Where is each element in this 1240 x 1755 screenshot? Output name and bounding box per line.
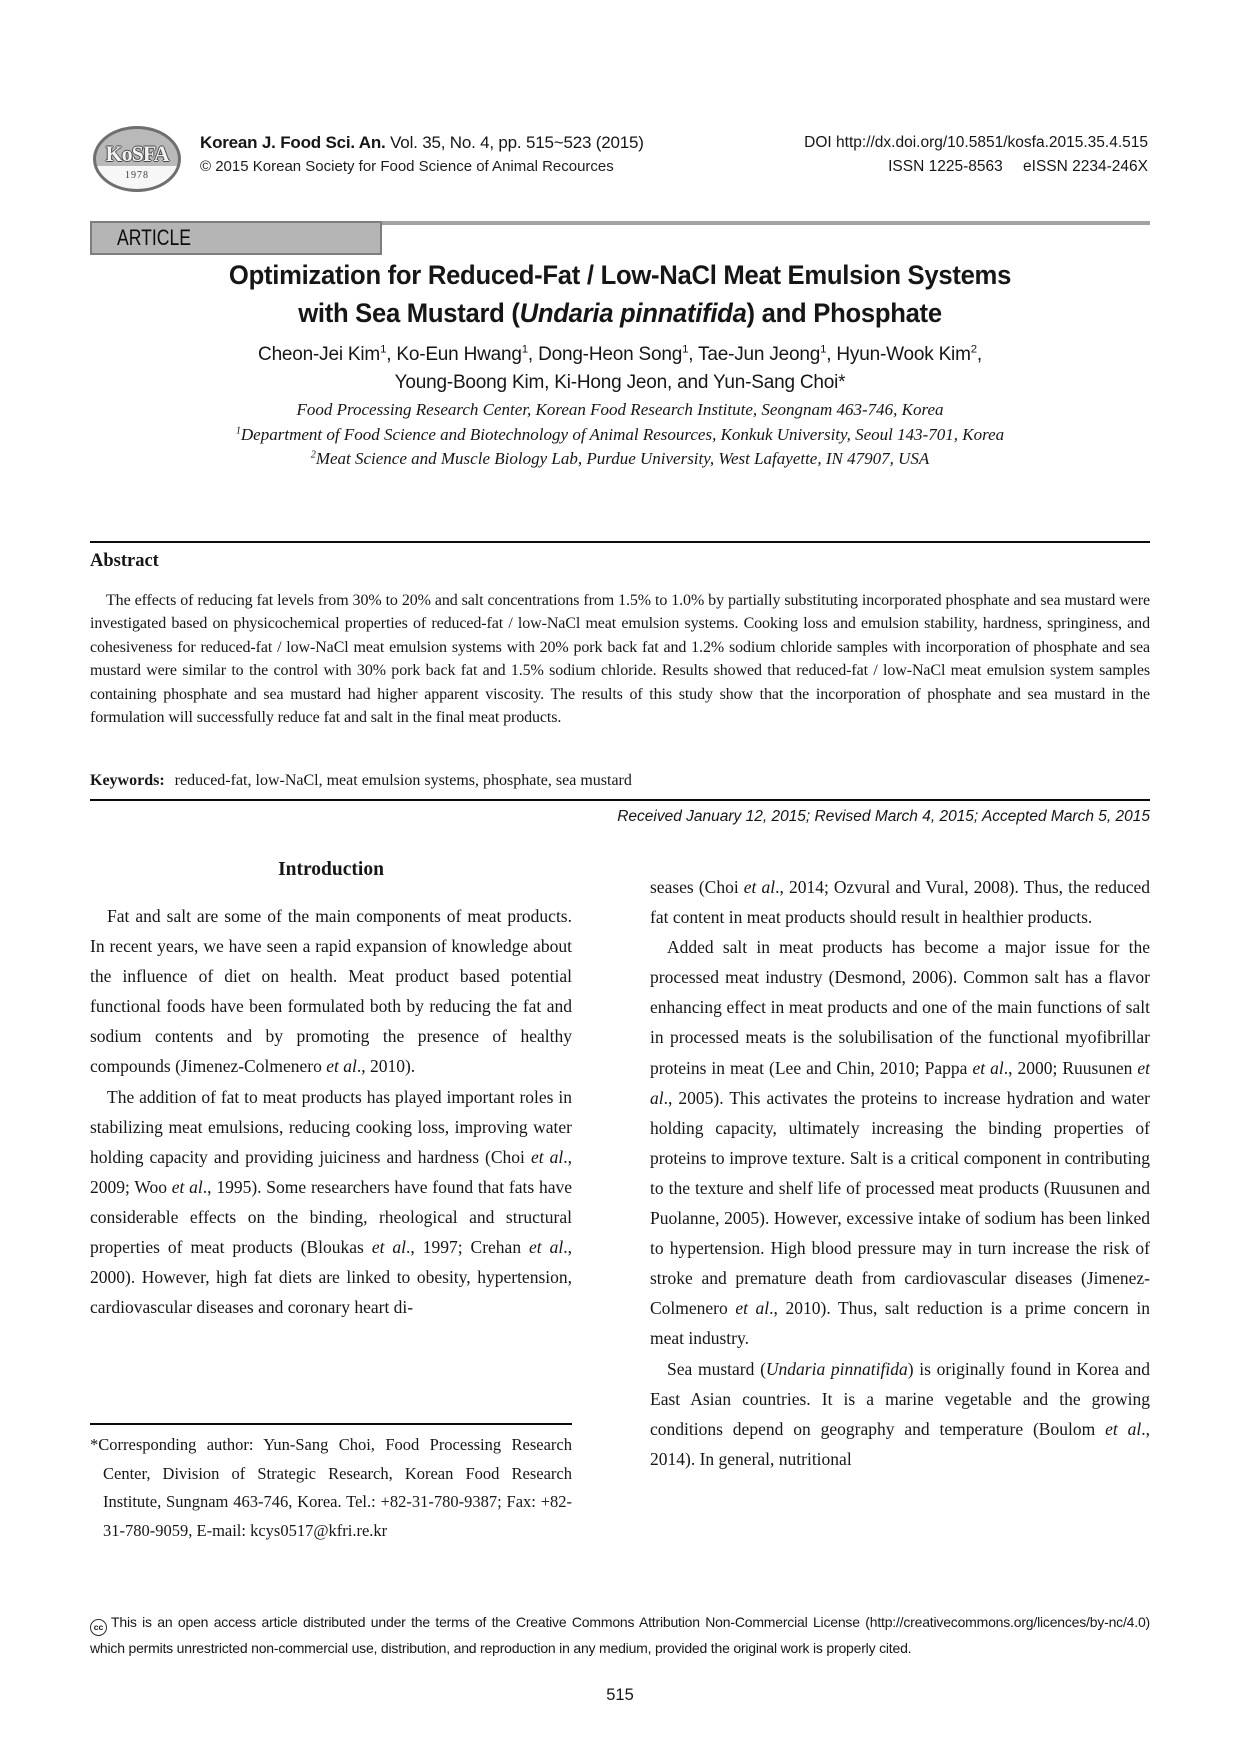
body-column-left [90,901,572,1322]
section-heading-introduction: Introduction [278,859,384,880]
paper-title-line1: Optimization for Reduced-Fat / Low-NaCl Meat Emulsion Systems [228,260,1012,290]
issn-line [804,155,1148,179]
creative-commons-icon: cc [90,1619,107,1636]
body-column-right [650,872,1150,1474]
doi-issn-block [804,131,1148,179]
affiliation-line3: $^2$Meat Science and Muscle Biology Lab, Purdue University, West Lafayette, IN 47907, USA [310,449,930,468]
affiliation-line2: $^1$Department of Food Science and Biotechnology of Animal Resources, Konkuk University, Seoul 143-701, Korea [235,424,1005,444]
kosfa-logo-acronym: KoSFA [105,141,169,166]
affiliation-line1: Food Processing Research Center, Korean Food Research Institute, Seongnam 463-746, Korea [296,400,944,419]
body-paragraph: The addition of fat to meat products has played important roles in stabilizing meat emulsions, reducing cooking loss, improving water holding capacity and providing juiciness and hardness (Choi et al., 2009; Woo et al., 1995). Some researchers have found that fats have considerable effects on the binding, rheological and structural properties of meat products (Bloukas et al., 1997; Crehan et al., 2000). However, high fat diets are linked to obesity, hypertension, cardiovascular diseases and coronary heart di- [90,1086,572,1318]
issn-value: ISSN 1225-8563 [888,158,1003,175]
keywords-label: Keywords: [90,772,165,789]
article-banner [90,221,1150,257]
doi-line: DOI http://dx.doi.org/10.5851/kosfa.2015.35.4.515 [804,134,1148,151]
body-paragraph: Added salt in meat products has become a major issue for the processed meat industry (Desmond, 2006). Common salt has a flavor enhancing effect in meat products and one of the main functions of salt in processed meats is the solubilisation of the functional myofibrillar proteins in meat (Lee and Chin, 2010; Pappa et al., 2000; Ruusunen et al., 2005). This activates the proteins to increase hydration and water holding capacity, ultimately increasing the binding properties of proteins to improve texture. Salt is a critical component in contributing to the texture and shelf life of processed meat products (Ruusunen and Puolanne, 2005). However, excessive intake of sodium has been linked to hypertension. High blood pressure may in turn increase the risk of stroke and premature death from cardiovascular diseases (Jimenez-Colmenero et al., 2010). Thus, salt reduction is a prime concern in meat industry. [650,937,1151,1349]
copyright-line: © 2015 Korean Society for Food Science of Animal Recources [200,158,614,175]
keywords-bottom-divider [90,799,1150,801]
page-number: 515 [606,1686,634,1704]
journal-citation-line [200,130,644,155]
author-line1: Cheon-Jei Kim$^1$, Ko-Eun Hwang$^1$, Dong-Heon Song$^1$, Tae-Jun Jeong$^1$, Hyun-Wook Kim$^2$, [258,343,982,365]
eissn-value: eISSN 2234-246X [1023,158,1148,175]
abstract-heading: Abstract [90,551,159,571]
paper-title [31,256,1209,332]
corresponding-author-footnote: *Corresponding author: Yun-Sang Choi, Food Processing Research Center, Division of Strategic Research, Korean Food Research Institute, Sungnam 463-746, Korea. Tel.: +82-31-780-9387; Fax: +82-31-780-9059, E-mail: kcys0517@kfri.re.kr [90,1435,572,1540]
body-paragraph: Fat and salt are some of the main components of meat products. In recent years, we have seen a rapid expansion of knowledge about the influence of diet on health. Meat product based potential functional foods have been formulated both by reducing the fat and sodium contents and by promoting the presence of healthy compounds (Jimenez-Colmenero et al., 2010). [90,906,572,1077]
journal-issue: Vol. 35, No. 4, pp. 515~523 (2015) [390,133,644,152]
license-text: This is an open access article distributed under the terms of the Creative Commons Attribution Non-Commercial License (http://creativecommons.org/licences/by-nc/4.0) which permits unrestricted non-commercial use, distribution, and reproduction in any medium, provided the original work is properly cited. [90,1614,1150,1656]
body-paragraph: Sea mustard (Undaria pinnatifida) is originally found in Korea and East Asian countries. It is a marine vegetable and the growing conditions depend on geography and temperature (Boulom et al., 2014). In general, nutritional [650,1358,1151,1469]
footnote-divider [90,1423,572,1425]
received-dates-line: Received January 12, 2015; Revised March 4, 2015; Accepted March 5, 2015 [617,808,1150,825]
abstract-body: The effects of reducing fat levels from 30% to 20% and salt concentrations from 1.5% to 1.0% by partially substituting incorporated phosphate and sea mustard were investigated based on physicochemical properties of reduced-fat / low-NaCl meat emulsion systems. Cooking loss and emulsion stability, hardness, springiness, and cohesiveness for reduced-fat / low-NaCl meat emulsion systems with 20% pork back fat and 1.2% sodium chloride samples with incorporation of phosphate and sea mustard were similar to the control with 30% pork back fat and 1.5% sodium chloride. Results showed that reduced-fat / low-NaCl meat emulsion system samples containing phosphate and sea mustard had higher apparent viscosity. The results of this study show that the incorporation of phosphate and sea mustard in the formulation will successfully reduce fat and salt in the final meat products. [90,592,1150,727]
author-list [0,341,1240,397]
body-paragraph: seases (Choi et al., 2014; Ozvural and Vural, 2008). Thus, the reduced fat content in meat products should result in healthier products. [650,877,1150,928]
keywords-line [90,772,1150,790]
affiliations [0,398,1240,472]
kosfa-logo-year: 1978 [125,170,149,181]
paper-title-line2: with Sea Mustard (Undaria pinnatifida) and Phosphate [298,298,942,328]
kosfa-logo [93,126,181,192]
author-line2: Young-Boong Kim, Ki-Hong Jeon, and Yun-Sang Choi* [394,372,846,393]
article-type-badge [90,221,382,255]
open-access-license [90,1610,1150,1661]
journal-info [200,130,644,178]
abstract-top-divider [90,541,1150,543]
article-type-label: ARTICLE [117,225,192,250]
keywords-text: reduced-fat, low-NaCl, meat emulsion systems, phosphate, sea mustard [174,772,632,789]
journal-name: Korean J. Food Sci. An. [200,133,386,152]
